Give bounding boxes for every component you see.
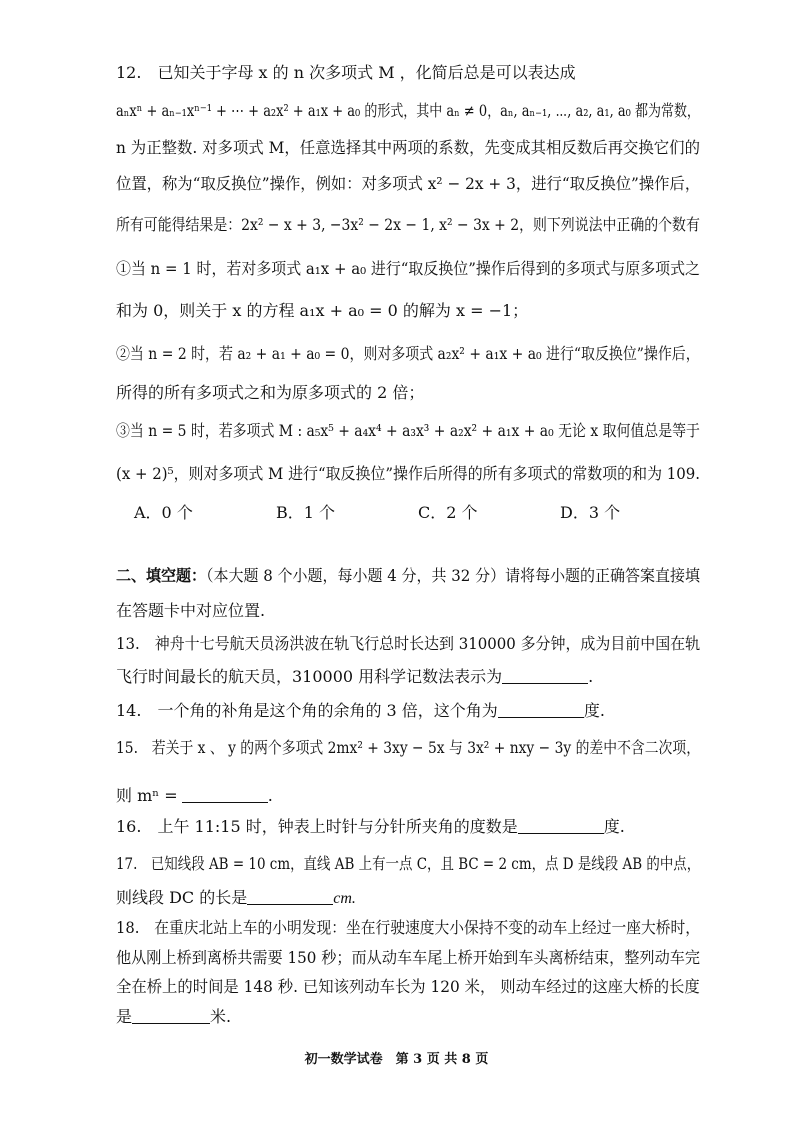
q12-statement-3-cont: (x + 2)⁵，则对多项式 M 进行“取反换位”操作后所得的所有多项式的常数项的和为 109.	[116, 464, 701, 483]
q14-end: 度.	[583, 701, 605, 720]
q17-line-2	[116, 887, 356, 910]
q18-end: 米.	[210, 1007, 232, 1026]
q12-line-2: aₙxⁿ + aₙ₋₁xⁿ⁻¹ + ⋯ + a₂x² + a₁x + a₀ 的形式，其中 aₙ ≠ 0，aₙ, aₙ₋₁, ⋯, a₂, a₁, a₀ 都为常数，	[116, 101, 700, 120]
q14-answer-blank[interactable]	[498, 701, 584, 718]
q18-line-3: 全在桥上的时间是 148 秒. 已知该列动车长为 120 米， 则动车经过的这座大桥的长度	[116, 977, 700, 996]
q12-option-c: C．2 个	[418, 503, 478, 522]
q12-statement-1-cont: 和为 0，则关于 x 的方程 a₁x + a₀ = 0 的解为 x = −1；	[116, 301, 529, 320]
page-footer: 初一数学试卷 第 3 页 共 8 页	[304, 1052, 489, 1067]
q12-statement-2-cont: 所得的所有多项式之和为原多项式的 2 倍；	[116, 383, 425, 402]
q16-answer-blank[interactable]	[518, 817, 604, 834]
q12-line-5: 所有可能得结果是：2x² − x + 3, −3x² − 2x − 1, x² − 3x + 2，则下列说法中正确的个数有	[116, 215, 700, 234]
q14-line	[116, 700, 605, 722]
q17-answer-blank[interactable]	[247, 888, 333, 905]
q13-line-1: 13. 神舟十七号航天员汤洪波在轨飞行总时长达到 310000 多分钟，成为目前中国在轨	[116, 634, 701, 653]
q15-text: 则 mⁿ =	[116, 786, 178, 805]
section-2-title: 二、填空题：	[116, 566, 206, 585]
section-2-desc: （本大题 8 个小题，每小题 4 分，共 32 分）请将每小题的正确答案直接填	[205, 566, 700, 585]
q12-statement-2: ②当 n = 2 时，若 a₂ + a₁ + a₀ = 0，则对多项式 a₂x² + a₁x + a₀ 进行“取反换位”操作后，	[116, 344, 700, 363]
q12-option-a: A．0 个	[134, 503, 193, 522]
q15-end: .	[267, 786, 273, 805]
q17-line-1: 17. 已知线段 AB = 10 cm，直线 AB 上有一点 C，且 BC = 2 cm，点 D 是线段 AB 的中点，	[116, 854, 701, 873]
q15-line-2	[116, 785, 273, 807]
q14-text: 14. 一个角的补角是这个角的余角的 3 倍，这个角为	[116, 701, 498, 720]
q16-end: 度.	[603, 817, 625, 836]
q17-text: 则线段 DC 的长是	[116, 888, 248, 907]
q17-unit: cm.	[333, 890, 356, 907]
q18-answer-blank[interactable]	[132, 1007, 210, 1024]
q12-statement-3: ③当 n = 5 时，若多项式 M : a₅x⁵ + a₄x⁴ + a₃x³ + a₂x² + a₁x + a₀ 无论 x 取何值总是等于	[116, 421, 700, 440]
q13-text: 飞行时间最长的航天员，310000 用科学记数法表示为	[116, 667, 503, 686]
q13-answer-blank[interactable]	[502, 667, 588, 684]
q16-line	[116, 816, 625, 838]
q13-line-2	[116, 666, 593, 688]
q15-answer-blank[interactable]	[182, 786, 268, 803]
q12-line-3: n 为正整数. 对多项式 M，任意选择其中两项的系数，先变成其相反数后再交换它们的	[116, 138, 700, 157]
q13-end: .	[588, 667, 594, 686]
q15-line-1: 15. 若关于 x 、 y 的两个多项式 2mx² + 3xy − 5x 与 3x² + nxy − 3y 的差中不含二次项，	[116, 738, 701, 757]
q18-text: 是	[116, 1007, 133, 1026]
q12-statement-1: ①当 n = 1 时，若对多项式 a₁x + a₀ 进行“取反换位”操作后得到的多项式与原多项式之	[116, 259, 701, 278]
q18-line-2: 他从刚上桥到离桥共需要 150 秒；而从动车车尾上桥开始到车头离桥结束，整列动车完	[116, 948, 701, 967]
q12-line-4: 位置，称为“取反换位”操作，例如：对多项式 x² − 2x + 3，进行“取反换位”操作后，	[116, 174, 701, 193]
section-2-desc-cont: 在答题卡中对应位置.	[116, 601, 266, 620]
section-2-header	[116, 565, 700, 587]
q12-line-1: 12. 已知关于字母 x 的 n 次多项式 M ，化简后总是可以表达成	[116, 63, 576, 82]
q18-line-4	[116, 1006, 231, 1028]
q12-option-b: B．1 个	[276, 503, 336, 522]
q12-option-d: D．3 个	[560, 503, 621, 522]
q18-line-1: 18. 在重庆北站上车的小明发现：坐在行驶速度大小保持不变的动车上经过一座大桥时，	[116, 918, 701, 937]
q16-text: 16. 上午 11:15 时，钟表上时针与分针所夹角的度数是	[116, 817, 518, 836]
